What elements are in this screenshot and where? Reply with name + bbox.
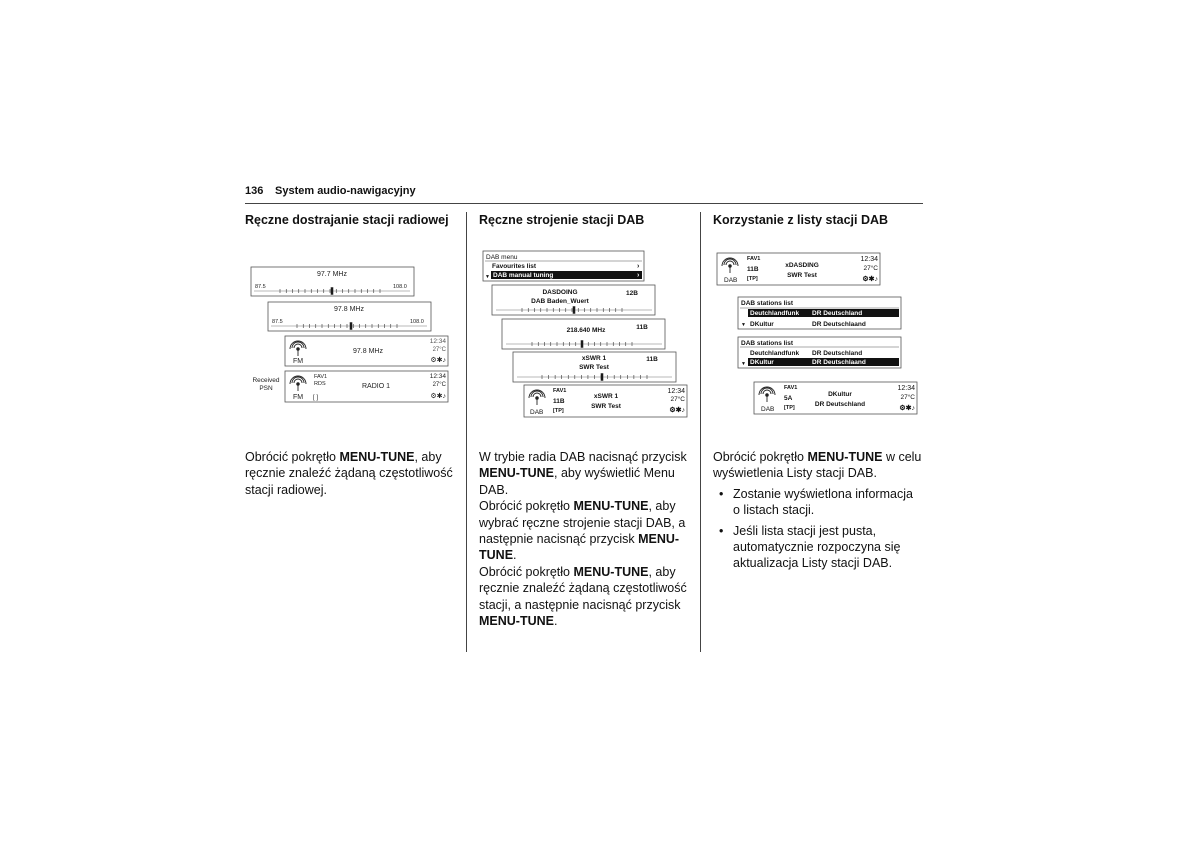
dab-screen-3-freq: 218.640 MHz xyxy=(566,327,606,334)
col2-paragraph-2 xyxy=(479,498,694,564)
dab-screen-2-station: DASDOING xyxy=(542,289,578,296)
dab-list-1-title: DAB stations list xyxy=(741,300,794,307)
dab-list-screen-4 xyxy=(754,382,917,414)
fm-screen-4-time: 12:34 xyxy=(429,373,446,380)
dab-list-illustration xyxy=(716,252,921,417)
page-number: 136 xyxy=(245,185,264,197)
col2-paragraph-1 xyxy=(479,449,694,498)
dab-menu-title: DAB menu xyxy=(486,254,518,261)
fm-screen-2-scale-right: 108.0 xyxy=(410,319,424,325)
dab-list-1-row2-name: DKultur xyxy=(750,321,774,328)
status-icons: ⚙✱♪ xyxy=(430,393,446,400)
dab-screen-5-temp: 27°C xyxy=(670,396,685,403)
col2-text: W trybie radia DAB nacisnąć przycisk xyxy=(479,450,687,464)
scroll-down-icon: ▼ xyxy=(485,274,490,280)
fm-screen-3-time: 12:34 xyxy=(429,338,446,345)
tuning-marker xyxy=(350,323,352,330)
status-icons: ⚙✱♪ xyxy=(430,357,446,364)
col3-paragraph xyxy=(713,449,923,482)
dab-list-screen-1-ensemble: SWR Test xyxy=(787,272,817,279)
dab-list-screen-1-station: xDASDING xyxy=(785,262,819,269)
column-dab-stations-list xyxy=(713,212,928,228)
col3-body xyxy=(713,449,923,576)
col2-body xyxy=(479,449,694,629)
fm-screen-4-temp: 27°C xyxy=(432,382,446,388)
dab-list-1-row2-ensemble: DR Deutschlaand xyxy=(812,321,866,328)
dab-screen-4-station: xSWR 1 xyxy=(581,355,607,362)
dab-screen-5-station: xSWR 1 xyxy=(593,393,619,400)
col2-text-bold: MENU-TUNE xyxy=(479,532,680,563)
fm-screen-3-temp: 27°C xyxy=(432,347,446,353)
list-item: • Zostanie wyświetlona informacja o listach stacji. xyxy=(713,486,923,519)
dab-list-2-row2-name: DKultur xyxy=(750,359,774,366)
col2-text: Obrócić pokrętło xyxy=(479,499,574,514)
col1-paragraph xyxy=(245,449,460,498)
dab-screen-2-channel: 12B xyxy=(626,290,638,297)
fm-screen-3-band: FM xyxy=(293,358,304,365)
col2-text-bold: MENU-TUNE xyxy=(573,564,649,579)
tuning-marker xyxy=(581,341,583,348)
tuning-marker xyxy=(601,374,603,381)
col2-text-bold: MENU-TUNE xyxy=(573,499,649,514)
dab-screen-5-time: 12:34 xyxy=(667,388,685,395)
dab-list-screen-4-band: DAB xyxy=(761,406,775,413)
dab-list-screen-1-fav: FAV1 xyxy=(747,256,761,262)
dab-list-screen-1 xyxy=(717,253,880,285)
page-header xyxy=(245,185,923,204)
status-icons: ⚙✱♪ xyxy=(862,276,878,283)
col3-text: Obrócić pokrętło xyxy=(713,450,808,464)
col2-text-bold: MENU-TUNE xyxy=(479,614,554,629)
col2-text: . xyxy=(513,548,517,563)
fm-screen-4-fav: FAV1 xyxy=(314,374,328,380)
scroll-down-icon: ▼ xyxy=(741,361,746,367)
col3-text-bold: MENU-TUNE xyxy=(807,450,883,464)
column-divider-2 xyxy=(700,212,701,652)
dab-list-screen-4-fav: FAV1 xyxy=(784,385,798,391)
col2-heading: Ręczne strojenie stacji DAB xyxy=(479,213,645,227)
fm-screen-4-station: RADIO 1 xyxy=(361,383,391,390)
dab-screen-5-tp: [TP] xyxy=(553,408,564,414)
dab-list-screen-1-time: 12:34 xyxy=(860,256,878,263)
dab-menu-item-favourites: Favourites list xyxy=(492,263,537,270)
dab-screen-5-ensemble: SWR Test xyxy=(591,403,621,410)
received-psn-label-2: PSN xyxy=(259,385,273,392)
col1-text-1: Obrócić pokrętło xyxy=(245,450,340,464)
scroll-down-icon: ▼ xyxy=(741,322,746,328)
fm-screen-3-freq: 97.8 MHz xyxy=(353,348,383,355)
dab-list-screen-4-ensemble: DR Deutschland xyxy=(814,401,866,408)
dab-tuning-screen-5 xyxy=(524,385,687,417)
col1-heading: Ręczne dostrajanie stacji radiowej xyxy=(245,213,449,227)
dab-list-screen-4-tp: [TP] xyxy=(784,405,795,411)
dab-list-2-row1-name: Deutchlandfunk xyxy=(750,350,800,357)
chevron-right-icon: › xyxy=(637,263,640,270)
col3-text: w celu wyświetlenia Listy stacji DAB. xyxy=(713,450,922,481)
section-title: System audio-nawigacyjny xyxy=(275,185,416,197)
col2-text: Obrócić pokrętło xyxy=(479,564,574,579)
received-psn-label-1: Received xyxy=(252,377,280,384)
fm-screen-2-scale-left: 87.5 xyxy=(272,319,283,325)
dab-list-screen-4-station: DKultur xyxy=(828,391,852,398)
col1-body xyxy=(245,449,460,498)
list-item: • Jeśli lista stacji jest pusta, automatycznie rozpoczyna się aktualizacja Listy stacji DAB. xyxy=(713,523,923,572)
dab-screen-3-channel: 11B xyxy=(636,324,648,331)
dab-list-1-row1-ensemble: DR Deutschland xyxy=(812,310,863,317)
dab-list-screen-4-channel: 5A xyxy=(784,395,793,402)
dab-list-screen-1-band: DAB xyxy=(724,277,738,284)
dab-list-screen-1-temp: 27°C xyxy=(863,265,878,272)
col3-heading: Korzystanie z listy stacji DAB xyxy=(713,213,889,227)
col2-text: , aby wyświetlić Menu DAB. xyxy=(479,466,675,497)
dab-screen-2-ensemble: DAB Baden_Wuert xyxy=(531,298,589,305)
col1-text-2: , aby ręcznie znaleźć żądaną częstotliwość stacji radiowej. xyxy=(245,450,453,497)
tuning-marker xyxy=(573,307,575,314)
dab-screen-5-band: DAB xyxy=(530,409,544,416)
dab-screen-4-channel: 11B xyxy=(646,356,658,363)
dab-list-screen-1-channel: 11B xyxy=(747,266,759,273)
fm-screen-4-rds: RDS xyxy=(314,381,326,387)
column-manual-tuning xyxy=(245,212,460,228)
dab-list-screen-1-tp: [TP] xyxy=(747,276,758,282)
fm-screen-1-scale-right: 108.0 xyxy=(393,284,407,290)
dab-screen-5-channel: 11B xyxy=(553,398,565,405)
dab-screen-4-ensemble: SWR Test xyxy=(579,364,609,371)
dab-menu-item-manual-tuning: DAB manual tuning xyxy=(493,272,554,279)
col2-text: . xyxy=(554,614,558,629)
dab-list-screen-4-temp: 27°C xyxy=(900,394,915,401)
dab-tuning-illustration xyxy=(482,250,692,420)
fm-tuning-illustration xyxy=(250,266,455,406)
chevron-right-icon: › xyxy=(637,272,640,279)
status-icons: ⚙✱♪ xyxy=(669,407,685,414)
fm-screen-1-freq: 97.7 MHz xyxy=(317,271,347,278)
col3-bullet-list xyxy=(713,486,923,572)
col1-text-bold: MENU-TUNE xyxy=(339,450,415,464)
col2-text-bold: MENU-TUNE xyxy=(479,466,554,481)
dab-list-2-row1-ensemble: DR Deutschland xyxy=(812,350,863,357)
col2-text: , aby wybrać ręczne strojenie stacji DAB, a następnie nacisnąć przycisk xyxy=(479,499,686,547)
col2-paragraph-3 xyxy=(479,564,694,630)
fm-screen-4-brackets: [ ] xyxy=(313,395,319,401)
dab-list-screen-4-time: 12:34 xyxy=(897,385,915,392)
dab-list-2-title: DAB stations list xyxy=(741,340,794,347)
col2-text: , aby ręcznie znaleźć żądaną częstotliwość stacji, a następnie nacisnąć przycisk xyxy=(479,564,687,612)
dab-list-2-row2-ensemble: DR Deutschlaand xyxy=(812,359,866,366)
dab-list-1-row1-name: Deutchlandfunk xyxy=(750,310,800,317)
fm-screen-4-band: FM xyxy=(293,394,304,401)
fm-screen-1-scale-left: 87.5 xyxy=(255,284,266,290)
column-dab-manual-tuning xyxy=(479,212,694,228)
column-divider-1 xyxy=(466,212,467,652)
dab-screen-5-fav: FAV1 xyxy=(553,388,567,394)
status-icons: ⚙✱♪ xyxy=(899,405,915,412)
tuning-marker xyxy=(331,288,333,295)
fm-screen-2-freq: 97.8 MHz xyxy=(334,306,364,313)
